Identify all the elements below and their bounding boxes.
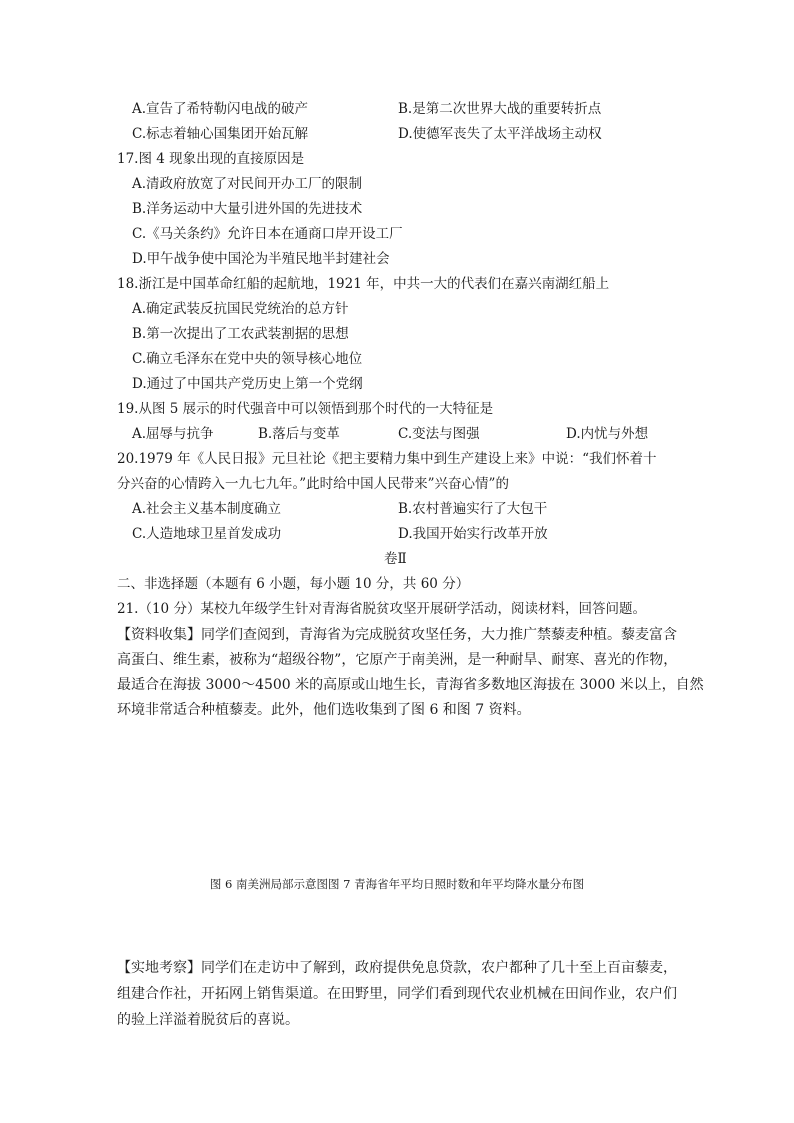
- q20-option-d: D.我国开始实行改革开放: [398, 526, 548, 542]
- section-heading: 二、非选择题（本题有 6 小题，每小题 10 分，共 60 分）: [117, 576, 470, 592]
- q20-option-b: B.农村普遍实行了大包干: [398, 501, 548, 517]
- q21-para-line5: 【实地考察】同学们在走访中了解到，政府提供免息贷款，农户都种了几十至上百亩藜麦，: [117, 960, 677, 976]
- q17-stem: 17.图 4 现象出现的直接原因是: [117, 151, 305, 167]
- q20-stem-line1: 20.1979 年《人民日报》元旦社论《把主要精力集中到生产建设上来》中说：“我们怀着十: [117, 451, 657, 467]
- q21-para-line4: 环境非常适合种植藜麦。此外，他们选收集到了图 6 和图 7 资料。: [117, 702, 531, 718]
- q19-option-a: A.屈辱与抗争: [132, 426, 214, 442]
- q21-para-line7: 的验上洋溢着脱贫后的喜说。: [117, 1012, 299, 1028]
- q21-stem: 21.（10 分）某校九年级学生针对青海省脱贫攻坚开展研学活动，阅读材料，回答问题。: [117, 601, 646, 617]
- q16-option-d: D.使德军丧失了太平洋战场主动权: [398, 126, 602, 142]
- q21-para-line2: 高蛋白、维生素，被称为“超级谷物”，它原产于南美洲，是一种耐旱、耐寒、喜光的作物，: [117, 652, 678, 668]
- q16-option-a: A.宣告了希特勒闪电战的破产: [132, 101, 309, 117]
- q19-option-b: B.落后与变革: [258, 426, 340, 442]
- q18-option-c: C.确立毛泽东在党中央的领导核心地位: [132, 351, 363, 367]
- volume-heading: 卷Ⅱ: [384, 551, 407, 567]
- q17-option-c: C.《马关条约》允许日本在通商口岸开设工厂: [132, 226, 403, 242]
- figure-caption: 图 6 南美洲局部示意图图 7 青海省年平均日照时数和年平均降水量分布图: [209, 877, 585, 891]
- q21-para-line3: 最适合在海拔 3000～4500 米的高原或山地生长，青海省多数地区海拔在 3000 米以上，自然: [117, 677, 704, 693]
- q21-para-line6: 组建合作社，开拓网上销售渠道。在田野里，同学们看到现代农业机械在田间作业，农户们: [117, 986, 677, 1002]
- q17-option-d: D.甲午战争使中国沦为半殖民地半封建社会: [132, 251, 390, 267]
- q18-option-d: D.通过了中国共产党历史上第一个党纲: [132, 376, 363, 392]
- q16-option-c: C.标志着轴心国集团开始瓦解: [132, 126, 309, 142]
- q21-para-line1: 【资料收集】同学们查阅到，青海省为完成脱贫攻坚任务，大力推广禁藜麦种植。藜麦富含: [117, 627, 677, 643]
- q18-option-b: B.第一次提出了工农武装割据的思想: [132, 326, 349, 342]
- q20-option-a: A.社会主义基本制度确立: [132, 501, 282, 517]
- q19-option-c: C.变法与图强: [398, 426, 480, 442]
- q18-stem: 18.浙江是中国革命红船的起航地，1921 年，中共一大的代表们在嘉兴南湖红船上: [117, 276, 610, 292]
- q19-stem: 19.从图 5 展示的时代强音中可以领悟到那个时代的一大特征是: [117, 401, 494, 417]
- q19-option-d: D.内忧与外想: [566, 426, 649, 442]
- q17-option-a: A.清政府放宽了对民间开办工厂的限制: [132, 176, 363, 192]
- q20-stem-line2: 分兴奋的心情跨入一九七九年。”此时给中国人民带来”兴奋心情”的: [117, 476, 509, 492]
- q20-option-c: C.人造地球卫星首发成功: [132, 526, 282, 542]
- q17-option-b: B.洋务运动中大量引进外国的先进技术: [132, 201, 363, 217]
- q16-option-b: B.是第二次世界大战的重要转折点: [398, 101, 602, 117]
- q18-option-a: A.确定武装反抗国民党统治的总方针: [132, 301, 349, 317]
